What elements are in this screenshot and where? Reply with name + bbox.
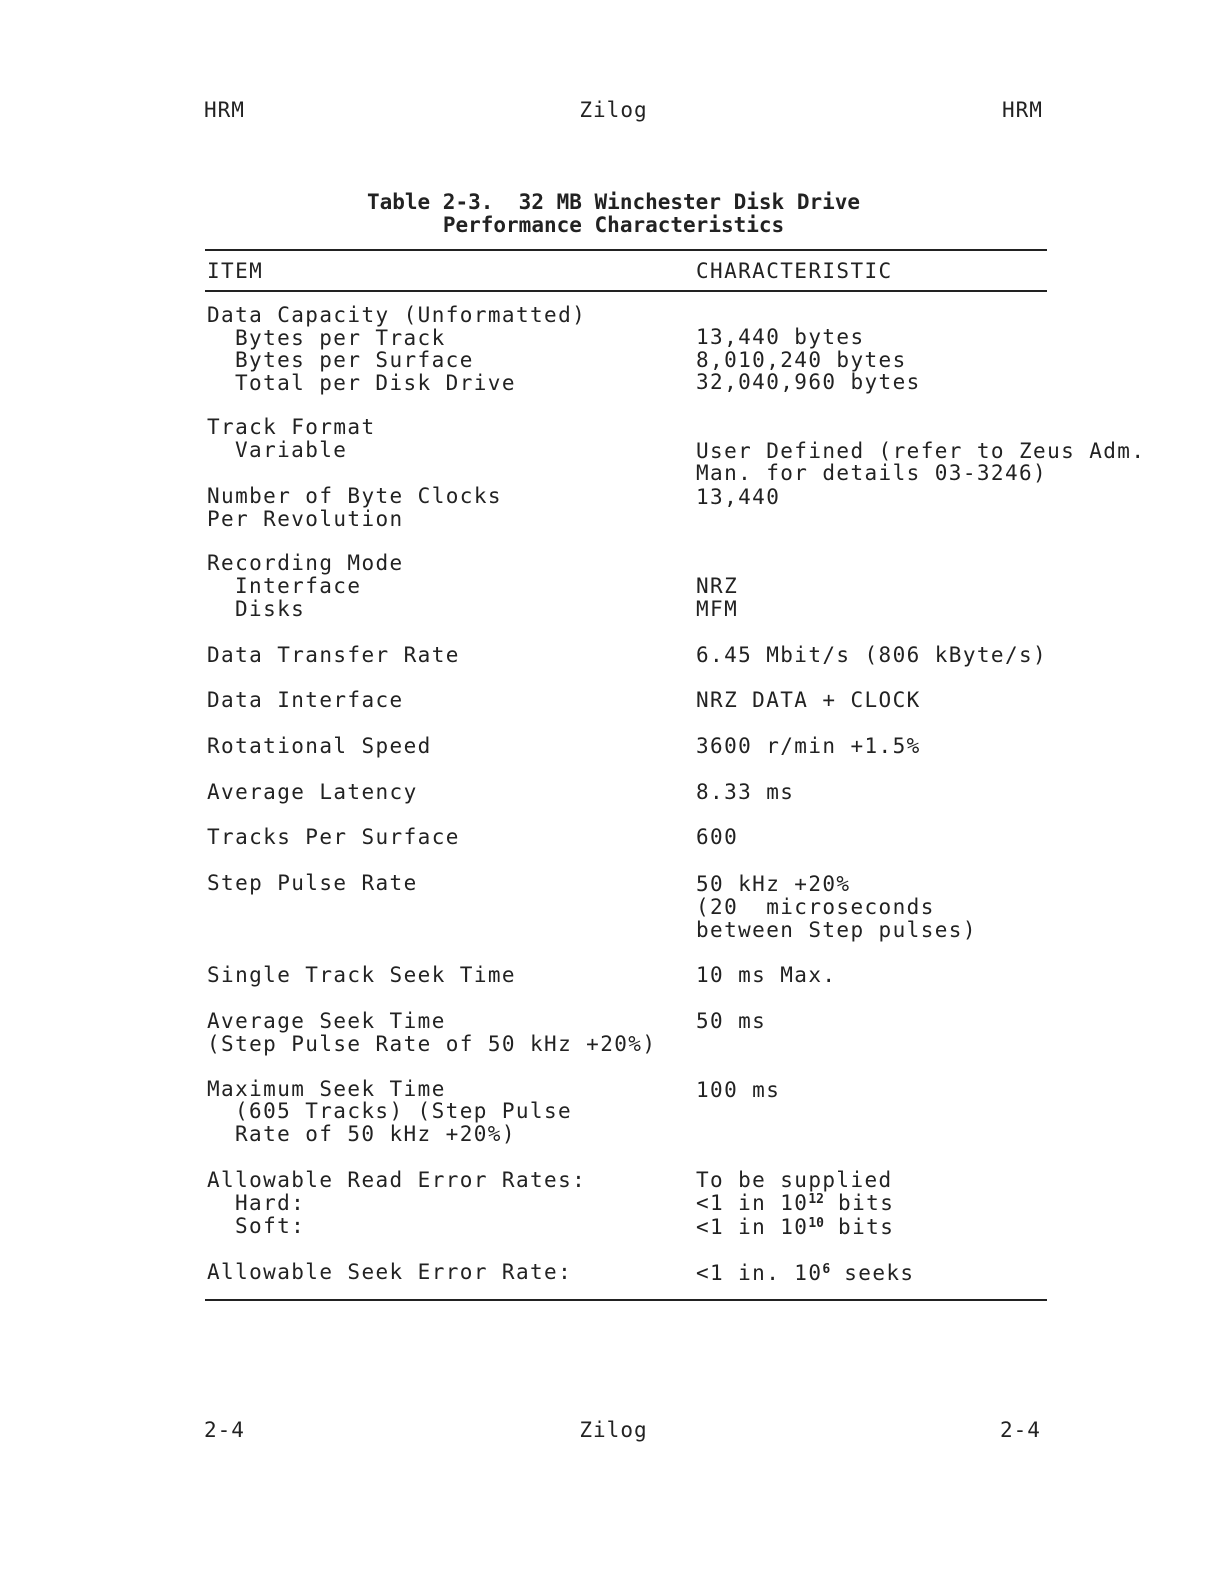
row-maximum-seek-line1: Maximum Seek Time [207,1077,446,1101]
total-per-drive-value: 32,040,960 bytes [696,370,921,394]
row-average-latency: Average Latency [207,780,418,804]
table-title-line1: Table 2-3. 32 MB Winchester Disk Drive [366,190,861,214]
soft-prefix: <1 in 10 [696,1215,809,1239]
maximum-seek-value: 100 ms [696,1078,781,1102]
bytes-per-track-value: 13,440 bytes [696,325,865,349]
track-format-variable-label: Variable [235,438,348,462]
row-maximum-seek-line3: Rate of 50 kHz +20%) [235,1122,516,1146]
table-top-rule [205,249,1047,251]
read-error-soft-label: Soft: [235,1214,306,1238]
bytes-per-surface-label: Bytes per Surface [235,348,474,372]
table-bottom-rule [205,1299,1047,1301]
soft-suffix: bits [824,1215,895,1239]
row-read-error-rates: Allowable Read Error Rates: [207,1168,587,1192]
read-error-value: To be supplied [696,1168,893,1192]
header-left: HRM [204,98,245,122]
step-pulse-rate-value-line1: 50 kHz +20% [696,872,851,896]
header-right: HRM [1002,98,1043,122]
bytes-per-track-label: Bytes per Track [235,326,446,350]
track-format-value-line2: Man. for details 03-3246) [696,461,1048,485]
read-error-hard-label: Hard: [235,1191,306,1215]
row-average-seek-line1: Average Seek Time [207,1009,446,1033]
recording-disks-value: MFM [696,597,739,621]
row-step-pulse-rate: Step Pulse Rate [207,871,418,895]
hard-exponent: 12 [808,1192,825,1207]
recording-interface-value: NRZ [696,574,739,598]
row-data-transfer-rate: Data Transfer Rate [207,643,460,667]
row-byte-clocks-line2: Per Revolution [207,507,404,531]
header-center: Zilog [579,98,648,122]
column-header-item: ITEM [207,259,264,283]
recording-interface-label: Interface [235,574,362,598]
hard-prefix: <1 in 10 [696,1191,809,1215]
hard-suffix: bits [824,1191,895,1215]
track-format-value-line1: User Defined (refer to Zeus Adm. [696,439,1146,463]
seek-error-value [696,1262,914,1285]
footer-left: 2-4 [204,1418,245,1442]
row-seek-error-rate: Allowable Seek Error Rate: [207,1260,573,1284]
rotational-speed-value: 3600 r/min +1.5% [696,734,921,758]
single-track-seek-value: 10 ms Max. [696,963,837,987]
footer-center: Zilog [579,1418,648,1442]
total-per-drive-label: Total per Disk Drive [235,371,516,395]
seek-error-exponent: 6 [822,1262,831,1277]
table-title-line2: Performance Characteristics [442,213,785,237]
row-data-capacity: Data Capacity (Unformatted) [207,303,587,327]
seek-error-suffix: seeks [830,1261,915,1285]
data-transfer-rate-value: 6.45 Mbit/s (806 kByte/s) [696,643,1048,667]
row-recording-mode: Recording Mode [207,551,404,575]
average-latency-value: 8.33 ms [696,780,795,804]
recording-disks-label: Disks [235,597,306,621]
footer-right: 2-4 [1000,1418,1041,1442]
row-tracks-per-surface: Tracks Per Surface [207,825,460,849]
soft-exponent: 10 [808,1216,825,1231]
row-byte-clocks-line1: Number of Byte Clocks [207,484,502,508]
row-track-format: Track Format [207,415,376,439]
data-interface-value: NRZ DATA + CLOCK [696,688,921,712]
read-error-hard-value [696,1192,894,1215]
row-data-interface: Data Interface [207,688,404,712]
byte-clocks-value: 13,440 [696,485,781,509]
row-average-seek-line2: (Step Pulse Rate of 50 kHz +20%) [207,1032,657,1056]
row-rotational-speed: Rotational Speed [207,734,432,758]
step-pulse-rate-value-line3: between Step pulses) [696,918,977,942]
bytes-per-surface-value: 8,010,240 bytes [696,348,907,372]
average-seek-value: 50 ms [696,1009,767,1033]
seek-error-prefix: <1 in. 10 [696,1261,823,1285]
column-header-rule [205,290,1047,292]
row-single-track-seek: Single Track Seek Time [207,963,516,987]
row-maximum-seek-line2: (605 Tracks) (Step Pulse [235,1099,573,1123]
read-error-soft-value [696,1216,894,1239]
tracks-per-surface-value: 600 [696,825,739,849]
column-header-characteristic: CHARACTERISTIC [696,259,893,283]
step-pulse-rate-value-line2: (20 microseconds [696,895,935,919]
